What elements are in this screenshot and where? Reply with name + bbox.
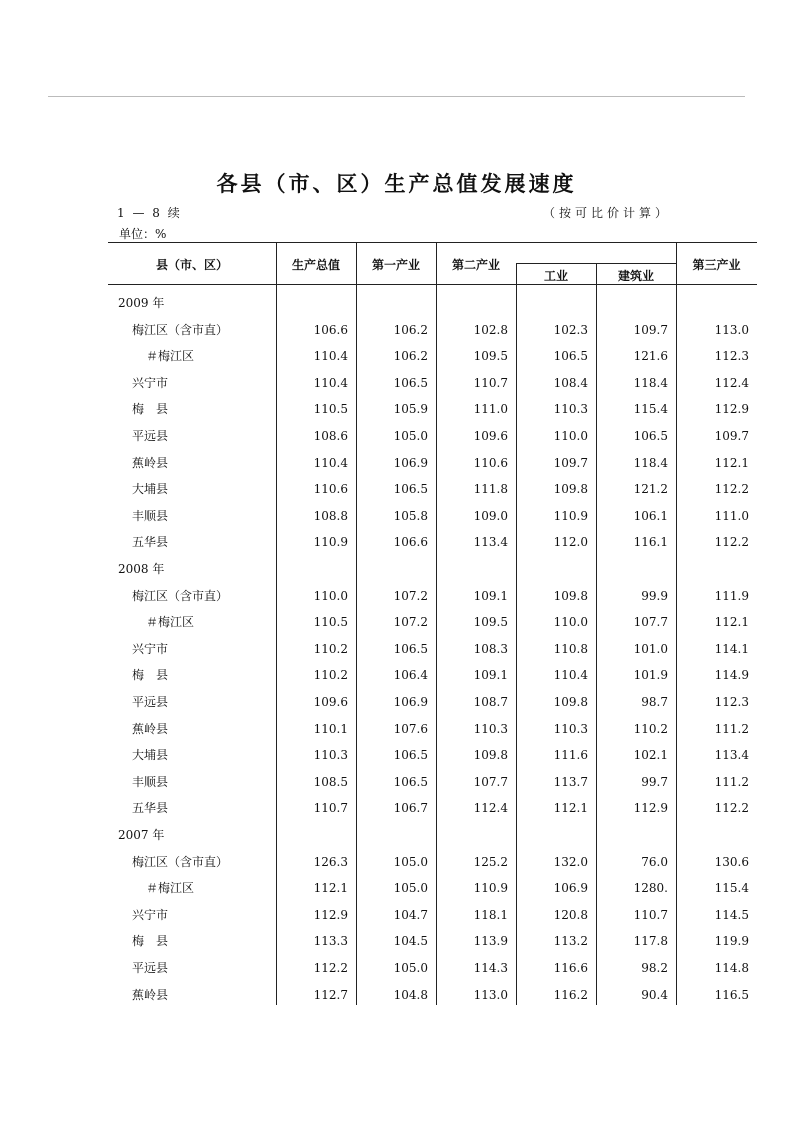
table-cell: 106.9 (393, 695, 428, 709)
price-basis-note: （按可比价计算） (542, 206, 671, 220)
table-cell: 112.9 (633, 801, 668, 816)
county-name: 梅 县 (132, 402, 169, 417)
table-cell: 1280. (633, 881, 668, 896)
table-cell: 112.3 (714, 695, 749, 709)
table-cell: 106.1 (633, 508, 668, 523)
table-cell: 105.0 (393, 961, 428, 975)
table-cell: 110.3 (473, 721, 508, 736)
table-row (108, 583, 757, 610)
table-row (108, 742, 757, 769)
table-cell: 101.9 (633, 668, 668, 683)
table-row (108, 849, 757, 876)
table-row (108, 769, 757, 796)
table-cell: 114.5 (714, 907, 749, 922)
table-cell: 110.2 (633, 721, 668, 736)
table-row (108, 317, 757, 344)
table-cell: 102.3 (553, 322, 588, 337)
table-cell: 118.4 (633, 455, 668, 470)
table-cell: 108.4 (553, 375, 588, 390)
table-row (108, 902, 757, 929)
table-cell: 106.9 (393, 455, 428, 470)
table-row (108, 609, 757, 636)
table-cell: 110.0 (553, 615, 588, 630)
table-cell: 110.1 (313, 721, 348, 736)
table-cell: 110.7 (633, 907, 668, 922)
table-cell: 126.3 (313, 854, 348, 869)
table-cell: 106.7 (393, 801, 428, 816)
table-cell: 113.4 (473, 535, 508, 550)
table-cell: 104.7 (393, 907, 428, 922)
table-row (108, 795, 757, 822)
table-cell: 110.2 (313, 641, 348, 656)
table-row (108, 450, 757, 477)
year-row (108, 290, 757, 317)
county-name: 梅 县 (132, 668, 169, 683)
table-cell: 114.9 (714, 668, 749, 683)
year-label: 2008 年 (118, 562, 165, 576)
table-cell: 113.4 (714, 748, 749, 763)
header-secondary: 第二产业 (451, 258, 500, 272)
unit-label: 单位：% (119, 227, 167, 241)
table-cell: 117.8 (633, 934, 668, 949)
table-cell: 104.8 (393, 987, 428, 1002)
year-label: 2009 年 (118, 296, 165, 310)
county-name: ＃梅江区 (146, 615, 195, 630)
header-primary: 第一产业 (371, 258, 420, 272)
table-cell: 121.2 (633, 482, 668, 497)
table-cell: 109.5 (473, 349, 508, 364)
table-cell: 76.0 (641, 854, 668, 869)
table-cell: 110.0 (313, 588, 348, 603)
table-cell: 110.9 (313, 535, 348, 550)
table-cell: 113.0 (714, 322, 749, 337)
table-cell: 110.4 (313, 375, 348, 390)
table-cell: 110.4 (313, 349, 348, 364)
county-name: 兴宁市 (132, 907, 169, 922)
table-cell: 110.4 (553, 668, 588, 683)
table-row (108, 982, 757, 1009)
county-name: 丰顺县 (132, 774, 169, 789)
table-cell: 90.4 (641, 987, 668, 1002)
table-cell: 112.2 (714, 482, 749, 497)
table-cell: 115.4 (633, 402, 668, 417)
table-cell: 110.5 (313, 615, 348, 630)
header-tertiary: 第三产业 (692, 258, 741, 272)
table-cell: 130.6 (714, 854, 749, 869)
county-name: 平远县 (132, 429, 169, 443)
table-cell: 118.4 (633, 375, 668, 390)
header-construction: 建筑业 (617, 269, 654, 283)
table-cell: 110.9 (553, 508, 588, 523)
table-cell: 109.6 (313, 695, 348, 709)
table-cell: 106.2 (393, 349, 428, 364)
table-number: 1 — 8 续 (117, 206, 180, 220)
table-cell: 98.2 (641, 961, 668, 975)
table-cell: 109.0 (473, 508, 508, 523)
table-cell: 116.2 (553, 987, 588, 1002)
county-name: 梅江区（含市直） (132, 322, 229, 337)
table-row (108, 343, 757, 370)
table-cell: 110.7 (473, 375, 508, 390)
table-cell: 120.8 (553, 907, 588, 922)
table-cell: 106.6 (393, 535, 428, 550)
table-cell: 112.4 (714, 375, 749, 390)
table-row (108, 370, 757, 397)
table-row (108, 716, 757, 743)
table-cell: 106.5 (393, 641, 428, 656)
table-cell: 109.1 (473, 668, 508, 683)
table-cell: 109.8 (553, 695, 588, 709)
table-cell: 111.0 (473, 402, 508, 417)
table-cell: 119.9 (714, 934, 749, 949)
table-cell: 106.2 (393, 322, 428, 337)
table-cell: 110.8 (553, 641, 588, 656)
table-cell: 114.3 (473, 961, 508, 975)
table-row (108, 662, 757, 689)
table-cell: 106.5 (393, 482, 428, 497)
table-cell: 109.8 (553, 482, 588, 497)
table-cell: 112.0 (553, 535, 588, 550)
table-cell: 125.2 (473, 854, 508, 869)
table-cell: 110.7 (313, 801, 348, 816)
top-rule (48, 96, 745, 97)
county-name: 兴宁市 (132, 641, 169, 656)
table-cell: 110.6 (313, 482, 348, 497)
table-cell: 106.5 (633, 429, 668, 443)
county-name: 梅 县 (132, 934, 169, 949)
table-cell: 105.0 (393, 429, 428, 443)
table-cell: 107.7 (633, 615, 668, 630)
county-name: 平远县 (132, 695, 169, 709)
header-gdp: 生产总值 (291, 258, 340, 272)
table-cell: 108.5 (313, 774, 348, 789)
county-name: ＃梅江区 (146, 349, 195, 364)
table-cell: 112.4 (473, 801, 508, 816)
table-row (108, 689, 757, 716)
table-cell: 121.6 (633, 349, 668, 364)
table-row (108, 875, 757, 902)
table-cell: 111.2 (714, 774, 749, 789)
county-name: 蕉岭县 (132, 987, 169, 1002)
table-row (108, 503, 757, 530)
header-county: 县（市、区） (155, 258, 228, 272)
table-cell: 118.1 (473, 907, 508, 922)
table-cell: 116.5 (714, 987, 749, 1002)
table-row (108, 636, 757, 663)
table-cell: 111.0 (714, 508, 749, 523)
table-cell: 110.3 (313, 748, 348, 763)
table-cell: 98.7 (641, 695, 668, 709)
table-cell: 106.5 (393, 748, 428, 763)
table-cell: 108.8 (313, 508, 348, 523)
table-row (108, 476, 757, 503)
table-cell: 113.0 (473, 987, 508, 1002)
table-cell: 110.2 (313, 668, 348, 683)
table-cell: 111.8 (473, 482, 508, 497)
table-cell: 109.1 (473, 588, 508, 603)
table-cell: 109.6 (473, 429, 508, 443)
header-industry: 工业 (543, 269, 568, 283)
page-title: 各县（市、区）生产总值发展速度 (216, 172, 577, 196)
table-cell: 106.5 (553, 349, 588, 364)
table-cell: 110.3 (553, 402, 588, 417)
table-cell: 102.1 (633, 748, 668, 763)
table-cell: 106.5 (393, 375, 428, 390)
table-cell: 109.8 (473, 748, 508, 763)
table-cell: 108.6 (313, 429, 348, 443)
table-cell: 115.4 (714, 881, 749, 896)
table-cell: 110.5 (313, 402, 348, 417)
table-cell: 105.8 (393, 508, 428, 523)
table-cell: 112.2 (714, 535, 749, 550)
county-name: 平远县 (132, 961, 169, 975)
table-cell: 99.9 (641, 588, 668, 603)
table-cell: 107.6 (393, 721, 428, 736)
table-cell: 107.2 (393, 615, 428, 630)
year-row (108, 822, 757, 849)
table-cell: 132.0 (553, 854, 588, 869)
table-cell: 110.9 (473, 881, 508, 896)
table-cell: 106.4 (393, 668, 428, 683)
table-cell: 107.2 (393, 588, 428, 603)
table-cell: 109.8 (553, 588, 588, 603)
table-cell: 113.2 (553, 934, 588, 949)
county-name: 蕉岭县 (132, 721, 169, 736)
table-cell: 112.2 (714, 801, 749, 816)
table-cell: 116.1 (633, 535, 668, 550)
table-cell: 116.6 (553, 961, 588, 975)
county-name: 梅江区（含市直） (132, 588, 229, 603)
table-cell: 106.9 (553, 881, 588, 896)
table-cell: 101.0 (633, 641, 668, 656)
table-cell: 113.7 (553, 774, 588, 789)
table-cell: 109.7 (633, 322, 668, 337)
table-cell: 109.7 (553, 455, 588, 470)
county-name: ＃梅江区 (146, 881, 195, 896)
table-cell: 105.0 (393, 881, 428, 896)
table-cell: 112.9 (714, 402, 749, 417)
table-cell: 112.1 (714, 455, 749, 470)
table-cell: 109.5 (473, 615, 508, 630)
table-cell: 113.9 (473, 934, 508, 949)
table-cell: 104.5 (393, 934, 428, 949)
table-cell: 105.9 (393, 402, 428, 417)
year-row (108, 556, 757, 583)
county-name: 蕉岭县 (132, 455, 169, 470)
table-cell: 108.3 (473, 641, 508, 656)
table-cell: 106.5 (393, 774, 428, 789)
county-name: 大埔县 (132, 748, 169, 763)
county-name: 梅江区（含市直） (132, 854, 229, 869)
table-cell: 111.2 (714, 721, 749, 736)
header-bottom-rule (108, 284, 757, 285)
table-row (108, 955, 757, 982)
table-cell: 114.8 (714, 961, 749, 975)
table-cell: 112.7 (313, 987, 348, 1002)
table-cell: 112.1 (714, 615, 749, 630)
table-row (108, 423, 757, 450)
table-cell: 106.6 (313, 322, 348, 337)
year-label: 2007 年 (118, 828, 165, 842)
county-name: 五华县 (132, 801, 169, 816)
county-name: 丰顺县 (132, 508, 169, 523)
table-row (108, 396, 757, 423)
table-cell: 114.1 (714, 641, 749, 656)
table-cell: 112.1 (553, 801, 588, 816)
county-name: 大埔县 (132, 482, 169, 497)
table-cell: 111.6 (553, 748, 588, 763)
table-cell: 105.0 (393, 854, 428, 869)
table-cell: 110.6 (473, 455, 508, 470)
table-cell: 110.3 (553, 721, 588, 736)
table-cell: 112.3 (714, 349, 749, 364)
table-row (108, 928, 757, 955)
table-cell: 110.4 (313, 455, 348, 470)
county-name: 兴宁市 (132, 375, 169, 390)
table-cell: 107.7 (473, 774, 508, 789)
table-top-rule (108, 242, 757, 243)
table-cell: 113.3 (313, 934, 348, 949)
table-cell: 112.1 (313, 881, 348, 896)
table-cell: 110.0 (553, 429, 588, 443)
table-cell: 102.8 (473, 322, 508, 337)
table-cell: 109.7 (714, 429, 749, 443)
table-cell: 112.9 (313, 907, 348, 922)
table-row (108, 529, 757, 556)
county-name: 五华县 (132, 535, 169, 550)
table-cell: 108.7 (473, 695, 508, 709)
table-cell: 112.2 (313, 961, 348, 975)
table-cell: 99.7 (641, 774, 668, 789)
table-cell: 111.9 (714, 588, 749, 603)
